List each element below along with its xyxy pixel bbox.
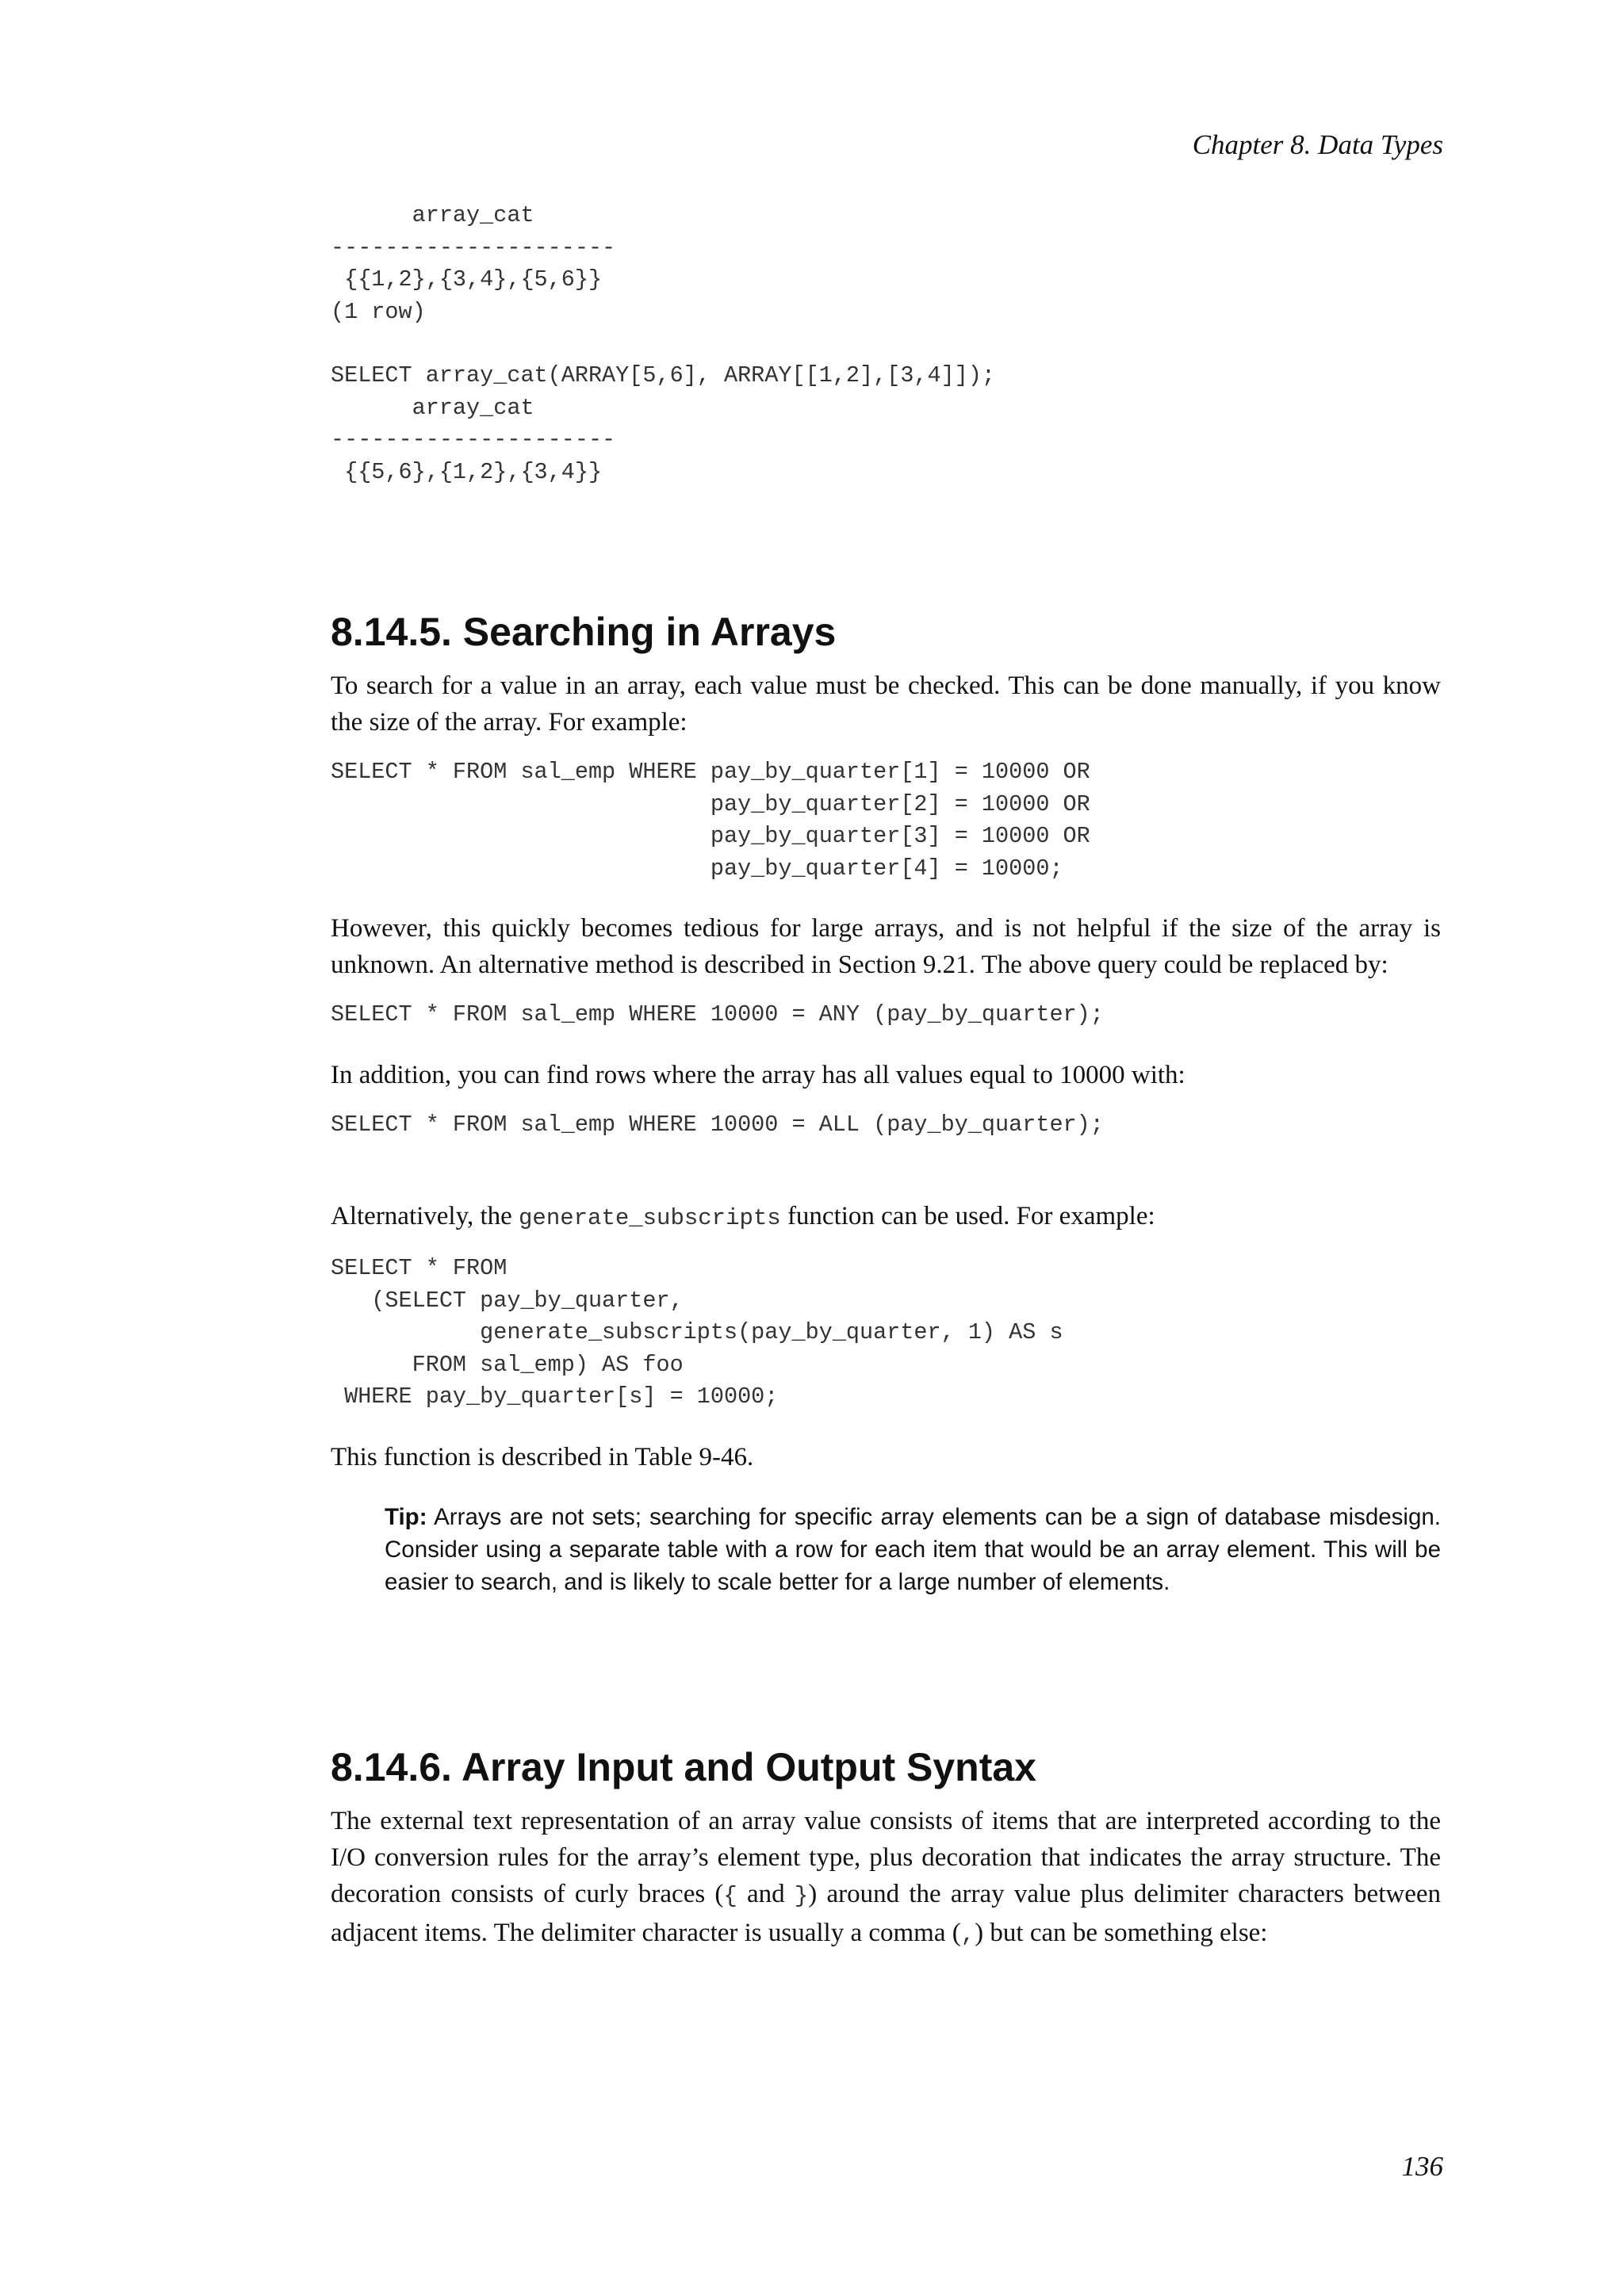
code-block-array-cat-result: array_cat --------------------- {{1,2},{3,4},{5,6}} (1 row) bbox=[331, 202, 616, 325]
io-text-and: and bbox=[737, 1879, 795, 1908]
paragraph-io-syntax bbox=[331, 1803, 1441, 1954]
text-alternatively: Alternatively, the bbox=[331, 1202, 519, 1230]
inline-code-close-brace: } bbox=[794, 1882, 809, 1909]
code-block-manual-search: SELECT * FROM sal_emp WHERE pay_by_quarter[1] = 10000 OR pay_by_quarter[2] = 10000 OR pay_by_quarter[3] = 10000 OR pay_by_quarter[4] = 10000; bbox=[331, 759, 1090, 882]
inline-code-generate-subscripts: generate_subscripts bbox=[519, 1205, 781, 1231]
paragraph-however: However, this quickly becomes tedious for large arrays, and is not helpful if the size of the array is unknown. An alternative method is described in Section 9.21. The above query could be replaced by: bbox=[331, 914, 1441, 979]
text-function-can-be-used: function can be used. For example: bbox=[780, 1202, 1155, 1230]
paragraph-search-intro: To search for a value in an array, each value must be checked. This can be done manually, if you know the size of the array. For example: bbox=[331, 672, 1441, 737]
paragraph-function-described: This function is described in Table 9-46. bbox=[331, 1442, 754, 1471]
tip-text: Arrays are not sets; searching for specific array elements can be a sign of database misdesign. Consider using a separate table with a row for each item that would be an array element. This will be easier to search, and is likely to scale better for a large number of elements. bbox=[385, 1503, 1441, 1595]
section-heading-searching: 8.14.5. Searching in Arrays bbox=[331, 610, 837, 654]
inline-code-open-brace: { bbox=[723, 1882, 737, 1909]
code-block-all: SELECT * FROM sal_emp WHERE 10000 = ALL (pay_by_quarter); bbox=[331, 1111, 1104, 1138]
page-number: 136 bbox=[1401, 2151, 1443, 2182]
running-header: Chapter 8. Data Types bbox=[1192, 129, 1443, 160]
tip-label: Tip: bbox=[385, 1503, 427, 1530]
io-text-part-3: ) but can be something else: bbox=[975, 1918, 1268, 1947]
code-block-any: SELECT * FROM sal_emp WHERE 10000 = ANY (pay_by_quarter); bbox=[331, 1001, 1104, 1027]
paragraph-addition: In addition, you can find rows where the array has all values equal to 10000 with: bbox=[331, 1060, 1185, 1089]
code-block-array-cat-query: SELECT array_cat(ARRAY[5,6], ARRAY[[1,2],[3,4]]); array_cat --------------------- {{5,6},{1,2},{3,4}} bbox=[331, 362, 996, 485]
inline-code-comma: , bbox=[960, 1921, 975, 1948]
io-text-part-2: ) around the array value plus delimiter characters between adjacent items. The delimiter character is usually a comma ( bbox=[331, 1879, 1441, 1947]
code-block-generate-subscripts: SELECT * FROM (SELECT pay_by_quarter, generate_subscripts(pay_by_quarter, 1) AS s FROM sal_emp) AS foo WHERE pay_by_quarter[s] = 10000; bbox=[331, 1255, 1063, 1410]
page-content bbox=[331, 200, 1441, 1954]
paragraph-alternatively bbox=[331, 1198, 1441, 1237]
tip-note bbox=[385, 1501, 1441, 1598]
io-text-part-1: The external text representation of an array value consists of items that are interpreted according to the I/O conversion rules for the array’s element type, plus decoration that indicates the array structure. The decoration consists of curly braces ( bbox=[331, 1806, 1441, 1908]
section-heading-io-syntax: 8.14.6. Array Input and Output Syntax bbox=[331, 1744, 1036, 1789]
